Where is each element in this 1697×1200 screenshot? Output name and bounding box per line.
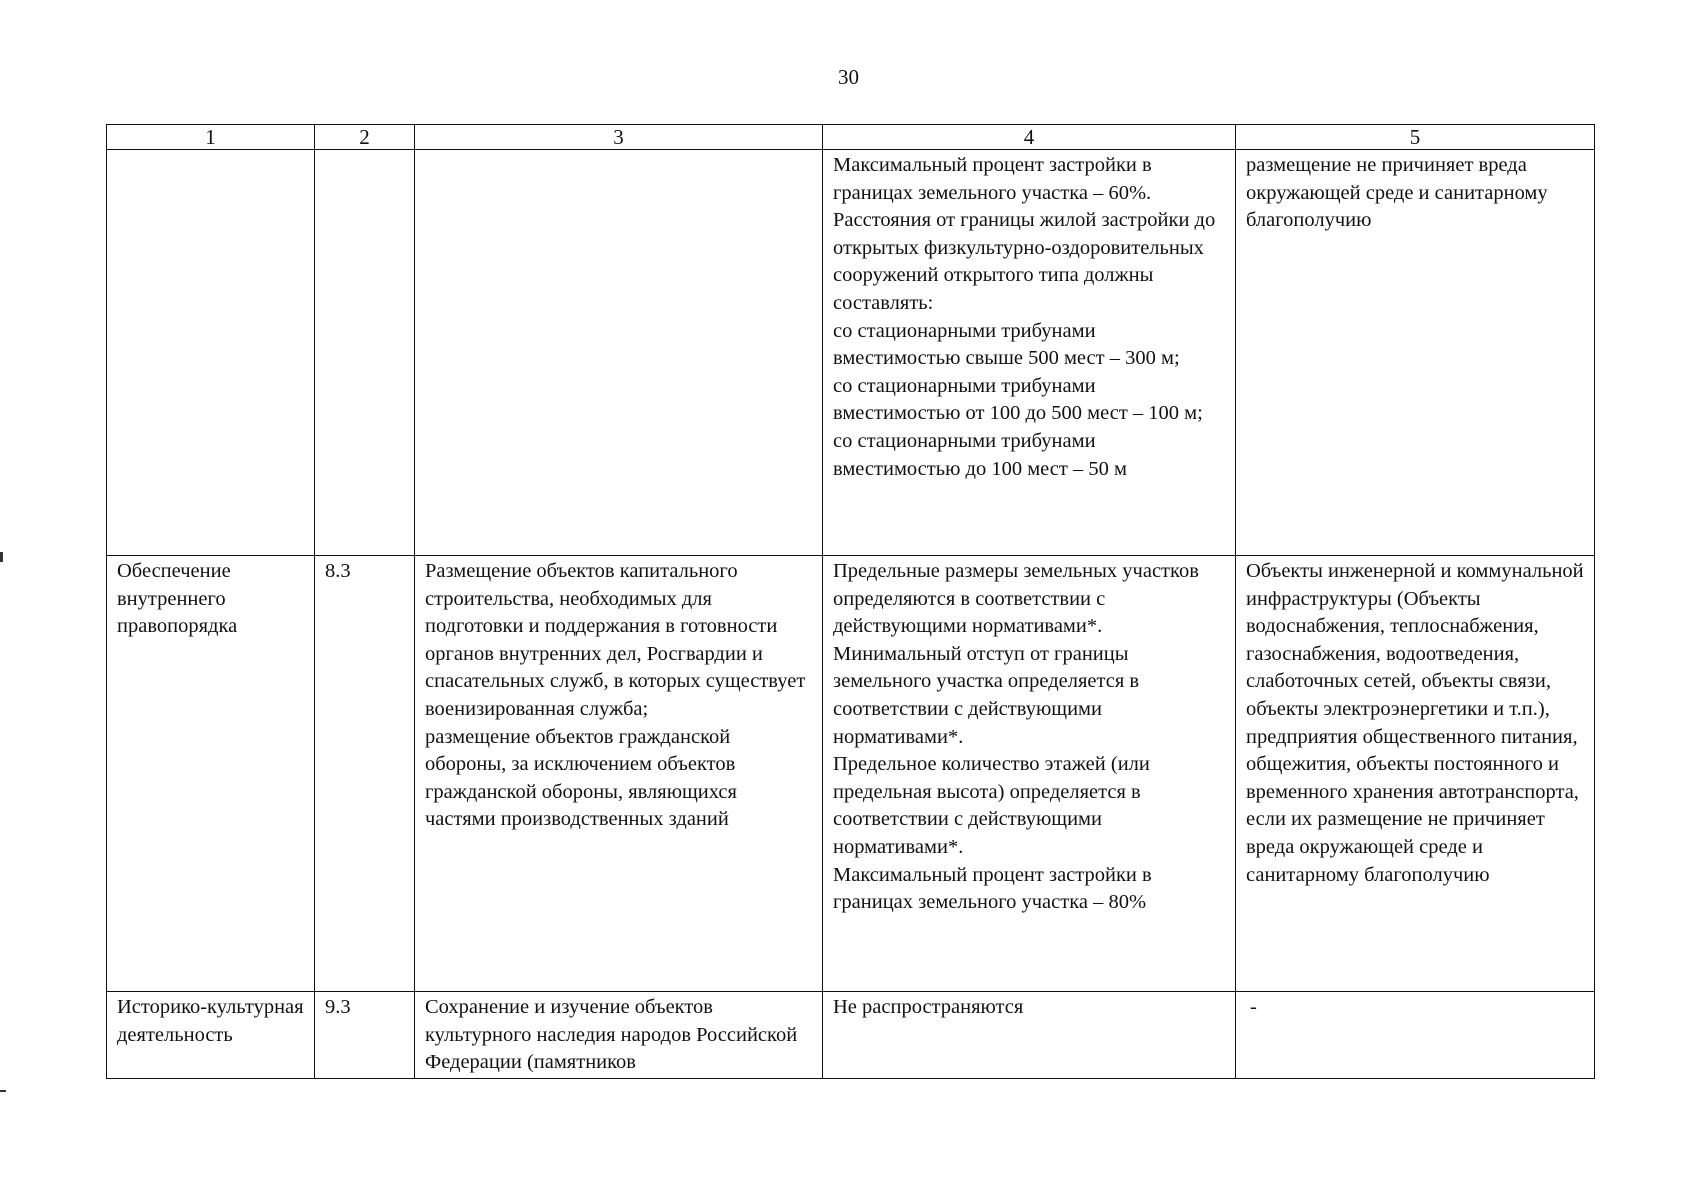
table-row xyxy=(107,150,1595,556)
header-col-1: 1 xyxy=(107,125,315,150)
header-col-3: 3 xyxy=(415,125,823,150)
cell-parameters: Предельные размеры земельных участков определяются в соответствии с действующими нормативами*. Минимальный отступ от границы земельного участка определяется в соответствии с действующими нормативами*. Предельное количество этажей (или предельная высота) определяется в соответствии с действующими нормативами*. Максимальный процент застройки в границах земельного участка – 80% xyxy=(823,556,1236,992)
cell-use-code: 8.3 xyxy=(315,556,415,992)
cell-use-code: 9.3 xyxy=(315,992,415,1079)
cell-parameters: Не распространяются xyxy=(823,992,1236,1079)
table-row xyxy=(107,992,1595,1079)
cell-use-name: Историко-культурная деятельность xyxy=(107,992,315,1079)
scan-margin-mark xyxy=(0,552,3,562)
cell-parameters: Максимальный процент застройки в границах земельного участка – 60%. Расстояния от границы жилой застройки до открытых физкультурно-оздоровительных сооружений открытого типа должны составлять: со стационарными трибунами вместимостью свыше 500 мест – 300 м; со стационарными трибунами вместимостью от 100 до 500 мест – 100 м; со стационарными трибунами вместимостью до 100 мест – 50 м xyxy=(823,150,1236,556)
cell-auxiliary-uses: размещение не причиняет вреда окружающей среде и санитарному благополучию xyxy=(1236,150,1595,556)
cell-use-name xyxy=(107,150,315,556)
zoning-regulations-table xyxy=(106,124,1595,1079)
table-header-row xyxy=(107,125,1595,150)
cell-use-code xyxy=(315,150,415,556)
header-col-4: 4 xyxy=(823,125,1236,150)
table-row xyxy=(107,556,1595,992)
header-col-2: 2 xyxy=(315,125,415,150)
cell-auxiliary-uses: - xyxy=(1236,992,1595,1079)
header-col-5: 5 xyxy=(1236,125,1595,150)
cell-auxiliary-uses: Объекты инженерной и коммунальной инфраструктуры (Объекты водоснабжения, теплоснабжения, газоснабжения, водоотведения, слаботочных сетей, объекты связи, объекты электроэнергетики и т.п.), предприятия общественного питания, общежития, объекты постоянного и временного хранения автотранспорта, если их размещение не причиняет вреда окружающей среде и санитарному благополучию xyxy=(1236,556,1595,992)
cell-use-name: Обеспечение внутреннего правопорядка xyxy=(107,556,315,992)
page-number: 30 xyxy=(838,65,859,89)
scan-margin-mark xyxy=(0,1090,6,1092)
cell-use-description: Сохранение и изучение объектов культурного наследия народов Российской Федерации (памятников xyxy=(415,992,823,1079)
cell-use-description xyxy=(415,150,823,556)
cell-use-description: Размещение объектов капитального строительства, необходимых для подготовки и поддержания в готовности органов внутренних дел, Росгвардии и спасательных служб, в которых существует военизированная служба; размещение объектов гражданской обороны, за исключением объектов гражданской обороны, являющихся частями производственных зданий xyxy=(415,556,823,992)
